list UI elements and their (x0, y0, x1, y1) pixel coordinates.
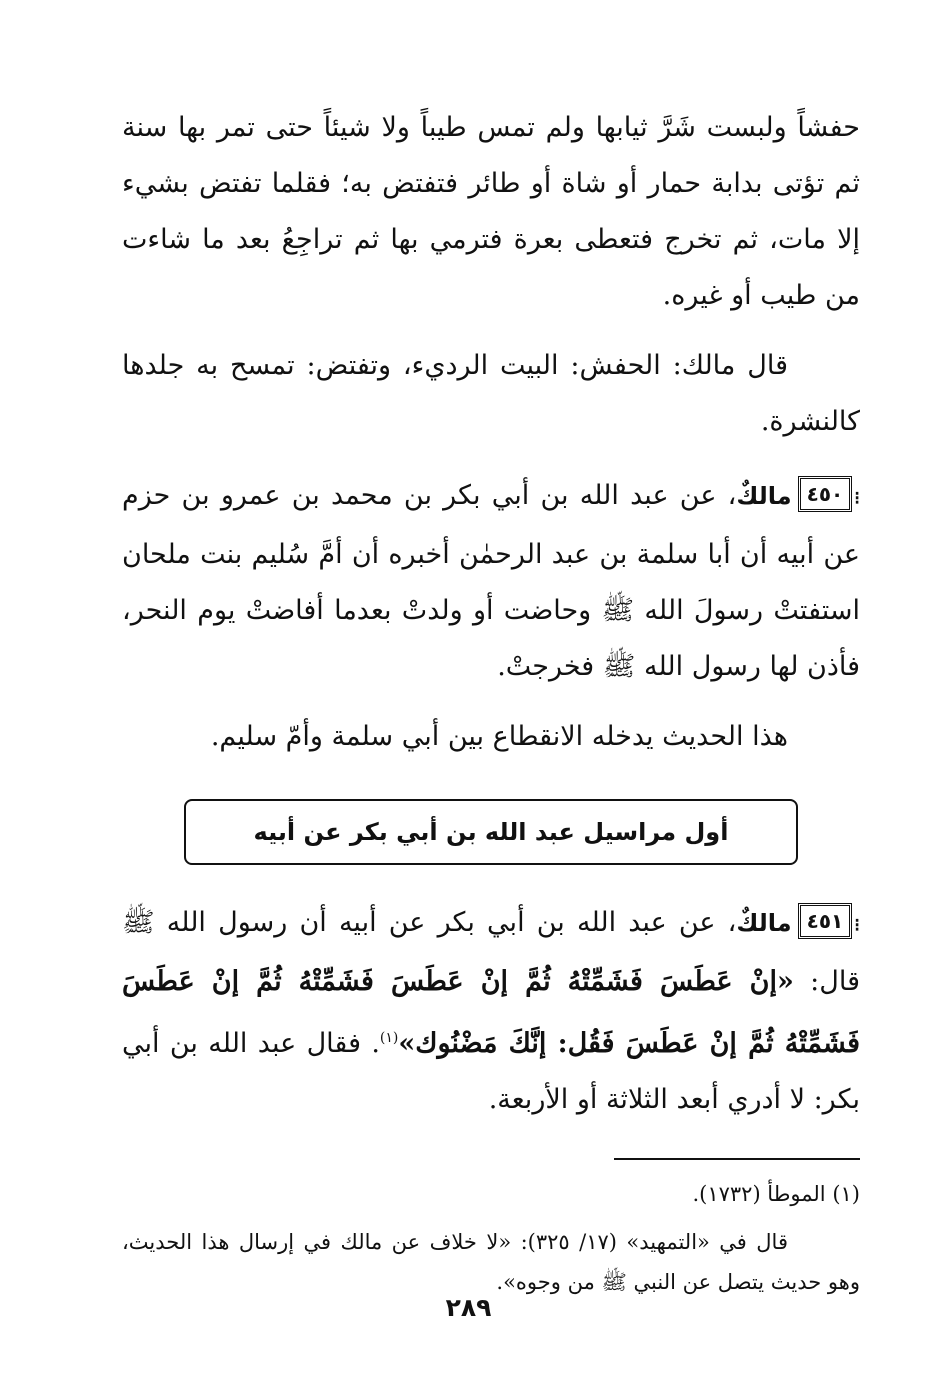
hadith-451-outro: . فقال عبد الله بن أبي بكر: لا أدري أبعد الثلاثة أو الأربعة. (122, 1028, 860, 1115)
hadith-450-text: ، عن عبد الله بن أبي بكر بن محمد بن عمرو بن حزم عن أبيه أن أبا سلمة بن عبد الرحمٰن أخبره أن أمَّ سُليم بنت ملحان استفتتْ رسولَ الله ﷺ وحاضت أو ولدتْ بعدما أفاضتْ يوم النحر، فأذن لها رسول الله ﷺ فخرجتْ. (122, 480, 860, 682)
hadith-451-quote: «إنْ عَطَسَ فَشَمِّتْهُ ثُمَّ إنْ عَطَسَ فَشَمِّتْهُ ثُمَّ إنْ عَطَسَ فَشَمِّتْهُ ثُمَّ إنْ عَطَسَ فَقُل: إنَّكَ مَضْنُوك» (122, 966, 860, 1059)
hadith-number-451: ٤٥١ (798, 903, 853, 939)
hadith-451 (122, 895, 860, 1128)
narrator-name: مالكٌ (736, 909, 792, 937)
hadith-450 (122, 468, 860, 695)
narrator-name: مالكٌ (736, 482, 792, 510)
hadith-marker: ⁝ (854, 488, 860, 509)
footnote-1-comment: قال في «التمهيد» (١٧/ ٣٢٥): «لا خلاف عن مالك في إرسال هذا الحديث، وهو حديث يتصل عن النبي ﷺ من وجوه». (122, 1230, 860, 1294)
footnote-1: (١) الموطأ (١٧٣٢). (692, 1182, 860, 1206)
hadith-451-intro: ، عن عبد الله بن أبي بكر عن أبيه أن رسول الله ﷺ قال: (122, 907, 860, 997)
footnote-divider (614, 1158, 860, 1160)
paragraph-malik-definition: قال مالك: الحفش: البيت الرديء، وتفتض: تمسح به جلدها كالنشرة. (122, 350, 860, 437)
page-number: ٢٨٩ (445, 1293, 492, 1322)
paragraph-continuation: حفشاً ولبست شَرَّ ثيابها ولم تمس طيباً ولا شيئاً حتى تمر بها سنة ثم تؤتى بدابة حمار أو شاة أو طائر فتفتض به؛ فقلما تفتض بشيء إلا مات، ثم تخرج فتعطى بعرة فترمي بها ثم تراجِعُ بعد ما شاءت من طيب أو غيره. (122, 112, 860, 311)
footnote-ref: (١) (379, 1030, 399, 1046)
section-heading: أول مراسيل عبد الله بن أبي بكر عن أبيه (184, 799, 798, 865)
section-heading-wrapper (122, 799, 860, 865)
page-body (122, 100, 860, 1302)
hadith-number-450: ٤٥٠ (798, 476, 853, 512)
paragraph-commentary: هذا الحديث يدخله الانقطاع بين أبي سلمة وأمّ سليم. (210, 721, 788, 752)
hadith-marker: ⁝ (854, 915, 860, 936)
